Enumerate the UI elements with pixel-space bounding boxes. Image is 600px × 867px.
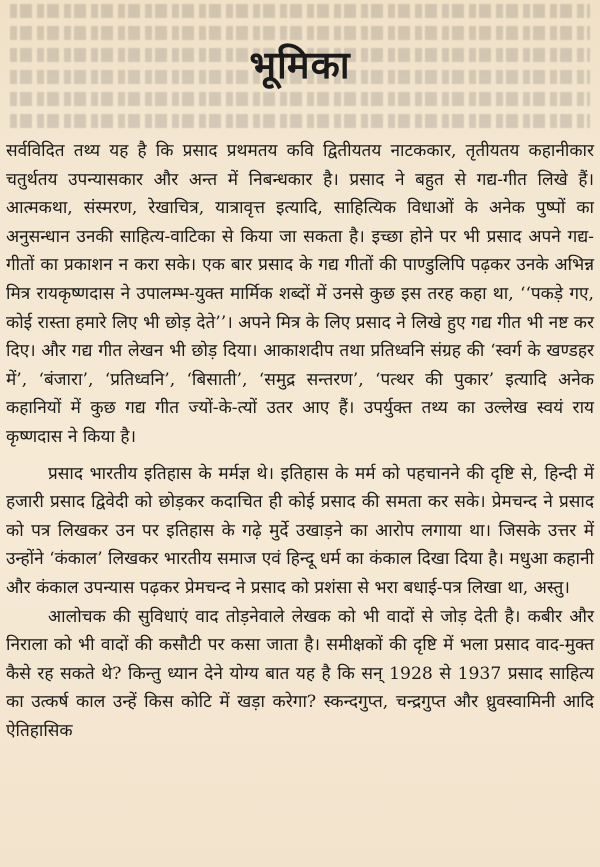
paragraph-1: सर्वविदित तथ्य यह है कि प्रसाद प्रथमतय कवि द्वितीयतय नाटककार, तृतीयतय कहानीकार चतुर्थतय उपन्यासकार और अन्त में निबन्धकार है। प्रसाद ने बहुत से गद्य-गीत लिखे हैं। आत्मकथा, संस्मरण, रेखाचित्र, यात्रावृत्त इत्यादि, साहित्यिक विधाओं के अनेक पुष्पों का अनुसन्धान उनकी साहित्य-वाटिका से किया जा सकता है। इच्छा होने पर भी प्रसाद अपने गद्य-गीतों का प्रकाशन न करा सके। एक बार प्रसाद के गद्य गीतों की पाण्डुलिपि पढ़कर उनके अभिन्न मित्र रायकृष्णदास ने उपालम्भ-युक्त मार्मिक शब्दों में उनसे कुछ इस तरह कहा था, ‘‘पकड़े गए, कोई रास्ता हमारे लिए भी छोड़ देते’’। अपने मित्र के लिए प्रसाद ने लिखे हुए गद्य गीत भी नष्ट कर दिए। और गद्य गीत लेखन भी छोड़ दिया। आकाशदीप तथा प्रतिध्वनि संग्रह की ‘स्वर्ग के खण्डहर में’, ‘बंजारा’, ‘प्रतिध्वनि’, ‘बिसाती’, ‘समुद्र सन्तरण’, ‘पत्थर की पुकार’ इत्यादि अनेक कहानियों में कुछ गद्य गीत ज्यों-के-त्यों उतर आए हैं। उपर्युक्त तथ्य का उल्लेख स्वयं राय कृष्णदास ने किया है।: [6, 141, 594, 447]
body-text: [6, 137, 594, 745]
page-title: भूमिका: [249, 43, 351, 87]
paragraph-3: आलोचक की सुविधाएं वाद तोड़नेवाले लेखक को भी वादों से जोड़ देती है। कबीर और निराला को भी वादों की कसौटी पर कसा जाता है। समीक्षकों की दृष्टि में भला प्रसाद वाद-मुक्त कैसे रह सकते थे? किन्तु ध्यान देने योग्य बात यह है कि सन् 1928 से 1937 प्रसाद साहित्य का उत्कर्ष काल उन्हें किस कोटि में खड़ा करेगा? स्कन्दगुप्त, चन्द्रगुप्त और ध्रुवस्वामिनी आदि ऐतिहासिक: [6, 606, 594, 741]
paragraph-2: प्रसाद भारतीय इतिहास के मर्मज्ञ थे। इतिहास के मर्म को पहचानने की दृष्टि से, हिन्दी में हजारी प्रसाद द्विवेदी को छोड़कर कदाचित ही कोई प्रसाद की समता कर सके। प्रेमचन्द ने प्रसाद को पत्र लिखकर उन पर इतिहास के गढ़े मुर्दे उखाड़ने का आरोप लगाया था। जिसके उत्तर में उन्होंने ‘कंकाल’ लिखकर भारतीय समाज एवं हिन्दू धर्म का कंकाल दिखा दिया है। मधुआ कहानी और कंकाल उपन्यास पढ़कर प्रेमचन्द ने प्रसाद को प्रशंसा से भरा बधाई-पत्र लिखा था, अस्तु।: [6, 463, 594, 598]
